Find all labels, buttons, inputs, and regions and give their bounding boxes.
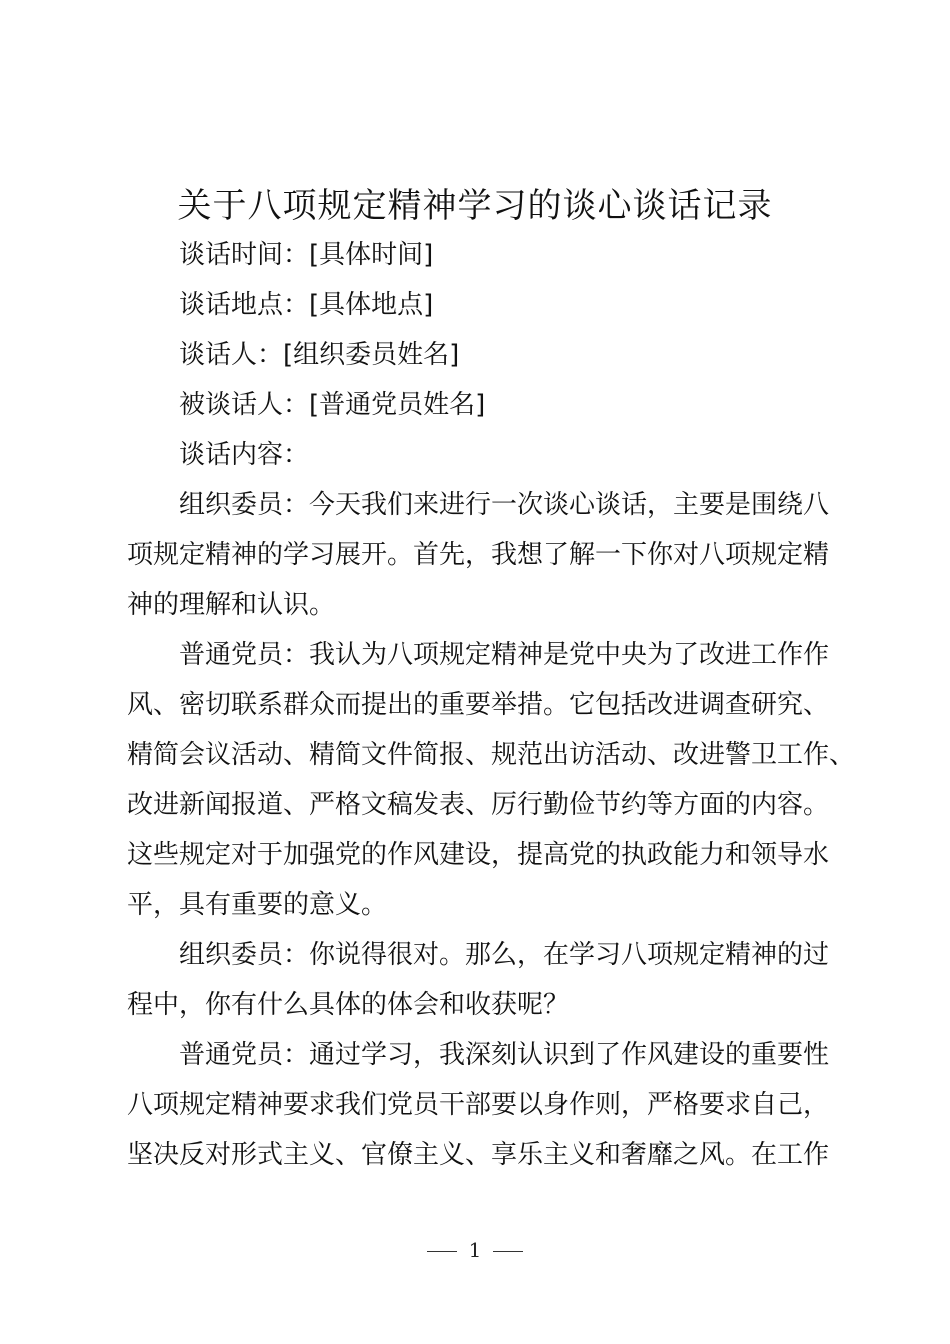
meta-talkee: 被谈话人：[普通党员姓名]	[179, 390, 486, 420]
paragraph-line: 这些规定对于加强党的作风建设，提高党的执政能力和领导水	[127, 840, 830, 870]
paragraph-line: 普通党员：我认为八项规定精神是党中央为了改进工作作	[179, 640, 830, 670]
dialogue-paragraph	[127, 930, 847, 1030]
document-title: 关于八项规定精神学习的谈心谈话记录	[177, 186, 773, 226]
paragraph-line: 精简会议活动、精简文件简报、规范出访活动、改进警卫工作、	[127, 740, 856, 770]
paragraph-line: 组织委员：今天我们来进行一次谈心谈话，主要是围绕八	[179, 490, 830, 520]
paragraph-line: 改进新闻报道、严格文稿发表、厉行勤俭节约等方面的内容。	[127, 790, 830, 820]
dialogue-paragraph	[127, 1030, 847, 1180]
page-number: 1	[468, 1238, 482, 1262]
paragraph-line: 神的理解和认识。	[127, 590, 336, 620]
meta-talker: 谈话人：[组织委员姓名]	[179, 340, 460, 370]
paragraph-line: 普通党员：通过学习，我深刻认识到了作风建设的重要性	[179, 1040, 830, 1070]
page-footer	[0, 1238, 950, 1262]
paragraph-line: 程中，你有什么具体的体会和收获呢？	[127, 990, 570, 1020]
paragraph-line: 坚决反对形式主义、官僚主义、享乐主义和奢靡之风。在工作	[127, 1140, 830, 1170]
footer-dash-left	[427, 1251, 457, 1252]
paragraph-line: 组织委员：你说得很对。那么，在学习八项规定精神的过	[179, 940, 830, 970]
paragraph-line: 风、密切联系群众而提出的重要举措。它包括改进调查研究、	[127, 690, 830, 720]
paragraph-line: 八项规定精神要求我们党员干部要以身作则，严格要求自己，	[127, 1090, 830, 1120]
meta-content-label: 谈话内容：	[179, 440, 310, 470]
meta-place: 谈话地点：[具体地点]	[179, 290, 434, 320]
dialogue-paragraph	[127, 630, 856, 930]
dialogue-paragraph	[127, 480, 847, 630]
meta-time: 谈话时间：[具体时间]	[179, 240, 434, 270]
paragraph-line: 平，具有重要的意义。	[127, 890, 388, 920]
paragraph-line: 项规定精神的学习展开。首先，我想了解一下你对八项规定精	[127, 540, 830, 570]
footer-dash-right	[493, 1251, 523, 1252]
document-body	[127, 230, 856, 1180]
